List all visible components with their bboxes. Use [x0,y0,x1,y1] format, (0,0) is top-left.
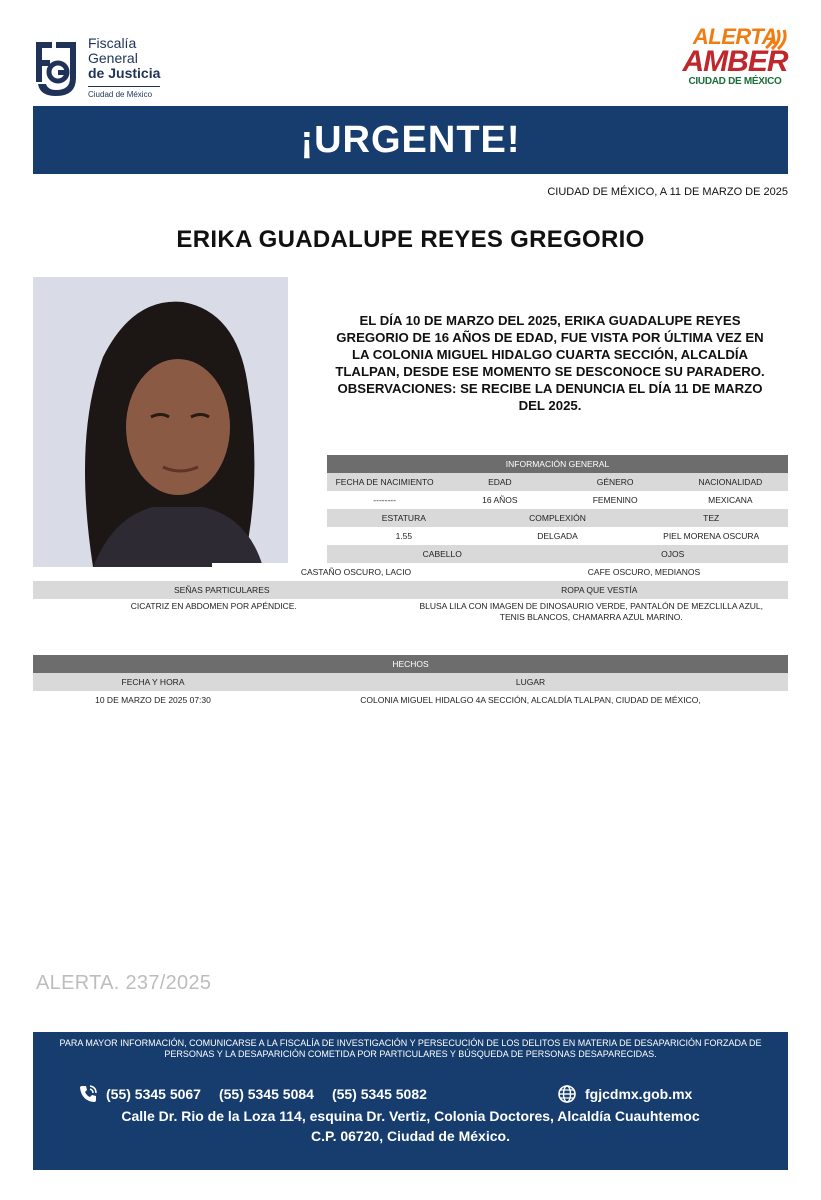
info-general-title-row [327,455,788,473]
info-row3-values-wrap [212,563,788,581]
label-senas: SEÑAS PARTICULARES [173,585,270,595]
missing-person-photo [33,277,288,567]
value-cabello: CASTAÑO OSCURO, LACIO [300,567,412,577]
label-ojos: OJOS [661,549,685,559]
value-complexion: DELGADA [537,531,578,541]
value-genero: FEMENINO [592,495,638,505]
address-line-2: C.P. 06720, Ciudad de México. [311,1128,510,1144]
fgj-line-3: de Justicia [88,65,161,81]
info-row1-values [327,491,788,509]
value-fecha-nacimiento: -------- [373,495,396,505]
footer-info: PARA MAYOR INFORMACIÓN, COMUNICARSE A LA FISCALÍA DE INVESTIGACIÓN Y PERSECUCIÓN DE LOS DELITOS EN MATERIA DE DESAPARICIÓN FORZADA DE PERSONAS Y LA DESAPARICIÓN COMETIDA POR PARTICULARES Y BÚSQUEDA DE PERSONAS DESAPARECIDAS. [59,1038,762,1059]
hechos-table [33,655,788,709]
fgj-wordmark [88,36,160,100]
fgj-city: Ciudad de México [88,86,160,100]
footer-phones [78,1084,445,1104]
fgj-emblem-icon [32,38,80,100]
value-fecha-hora: 10 DE MARZO DE 2025 07:30 [95,695,211,705]
globe-icon [557,1084,577,1104]
label-nacionalidad: NACIONALIDAD [698,477,763,487]
person-name: ERIKA GUADALUPE REYES GREGORIO [176,226,645,253]
label-genero: GÉNERO [596,477,634,487]
value-edad: 16 AÑOS [482,495,518,505]
senas-table [33,581,788,625]
phone-2[interactable]: (55) 5345 5084 [218,1086,314,1102]
alerta-amber-logo [680,26,790,102]
label-edad: EDAD [488,477,512,487]
value-tez: PIEL MORENA OSCURA [663,531,760,541]
footer [33,1032,788,1170]
hechos-values [33,691,788,709]
label-cabello: CABELLO [422,549,462,559]
senas-values [33,599,788,627]
phone-1[interactable]: (55) 5345 5067 [106,1086,201,1102]
value-nacionalidad: MEXICANA [708,495,753,505]
narrative-text: EL DÍA 10 DE MARZO DEL 2025, ERIKA GUADALUPE REYES GREGORIO DE 16 AÑOS DE EDAD, FUE VISTA POR ÚLTIMA VEZ EN LA COLONIA MIGUEL HIDALGO CUARTA SECCIÓN, ALCALDÍA TLALPAN, DESDE ESE MOMENTO SE DESCONOCE SU PARADERO. OBSERVACIONES: SE RECIBE LA DENUNCIA EL DÍA 11 DE MARZO DEL 2025. [335,313,765,413]
value-lugar: COLONIA MIGUEL HIDALGO 4A SECCIÓN, ALCALDÍA TLALPAN, CIUDAD DE MÉXICO, [360,695,701,705]
value-ropa: BLUSA LILA CON IMAGEN DE DINOSAURIO VERDE, PANTALÓN DE MEZCLILLA AZUL, TENIS BLANCOS, CHAMARRA AZUL MARINO. [419,601,764,622]
footer-website [557,1084,692,1104]
senas-labels [33,581,788,599]
portrait-icon [33,277,288,567]
urgent-banner: ¡URGENTE! [33,106,788,174]
value-ojos: CAFE OSCURO, MEDIANOS [587,567,701,577]
label-fecha-hora: FECHA Y HORA [121,677,185,687]
fgj-line-2: General [88,50,138,66]
address-line-1: Calle Dr. Rio de la Loza 114, esquina Dr. Vertiz, Colonia Doctores, Alcaldía Cuauhtemoc [121,1108,700,1124]
amber-line-3: CIUDAD DE MÉXICO [688,76,782,87]
fgj-line-1: Fiscalía [88,35,137,51]
info-row1-labels [327,473,788,491]
website-link[interactable]: fgjcdmx.gob.mx [585,1086,693,1102]
label-estatura: ESTATURA [381,513,426,523]
hechos-labels [33,673,788,691]
signal-waves-icon [764,28,788,50]
value-senas: CICATRIZ EN ABDOMEN POR APÉNDICE. [130,601,297,611]
label-lugar: LUGAR [515,677,546,687]
label-complexion: COMPLEXIÓN [529,513,586,523]
amber-line-1: ALERTA [692,24,778,49]
value-estatura: 1.55 [395,531,413,541]
date-line: CIUDAD DE MÉXICO, A 11 DE MARZO DE 2025 [547,186,788,198]
label-ropa: ROPA QUE VESTÍA [561,585,638,595]
info-row3-values [212,563,788,581]
amber-line-2: AMBER [682,45,788,78]
phone-3[interactable]: (55) 5345 5082 [331,1086,427,1102]
info-row3-labels [327,545,788,563]
alert-number: ALERTA. 237/2025 [36,972,212,994]
info-general-title: INFORMACIÓN GENERAL [505,459,610,469]
fgj-logo [32,36,182,100]
footer-address [33,1106,788,1146]
info-row2-labels [327,509,788,527]
hechos-title-row [33,655,788,673]
info-row2-values [327,527,788,545]
label-fecha-nacimiento: FECHA DE NACIMIENTO [335,477,434,487]
phone-icon [78,1084,98,1104]
hechos-title: HECHOS [392,659,429,669]
label-tez: TEZ [703,513,720,523]
